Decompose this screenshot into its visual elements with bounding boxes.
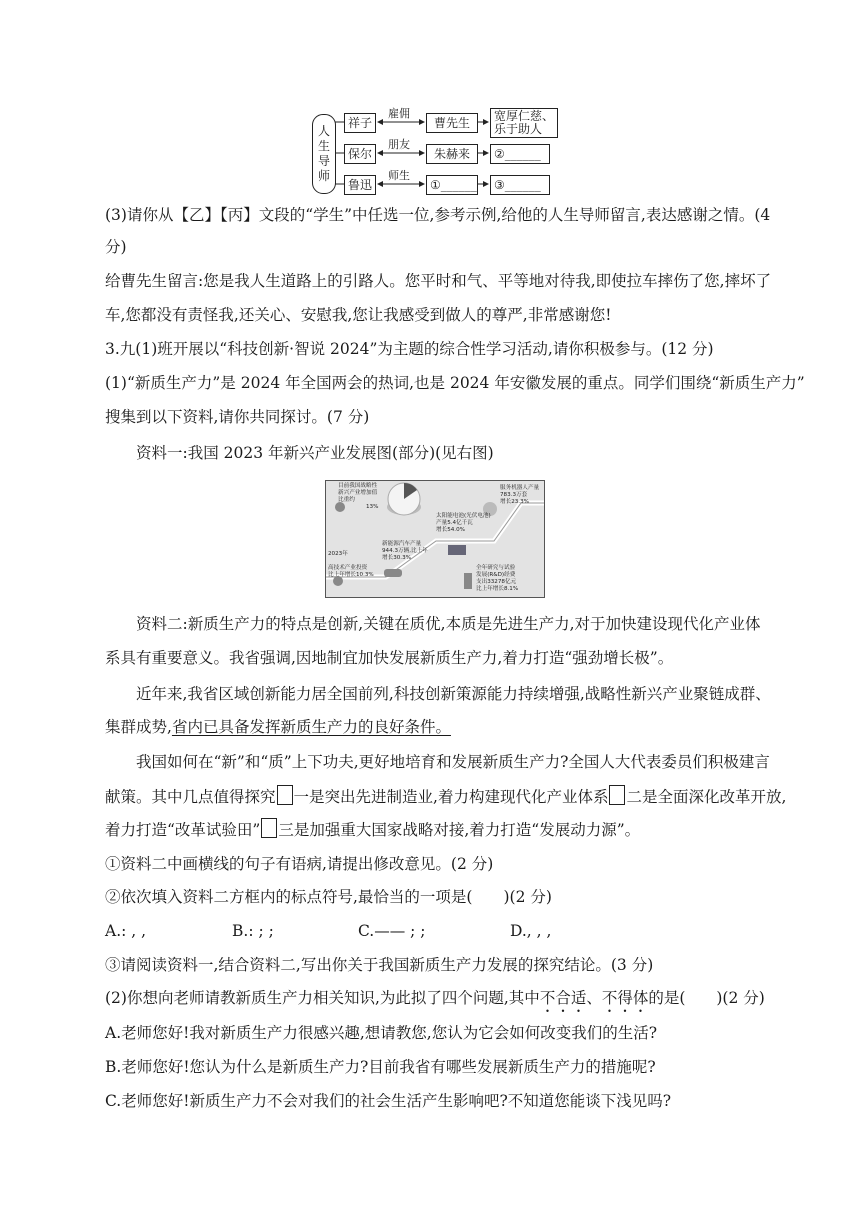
subquestion-1: ①资料二中画横线的句子有语病,请提出修改意见。(2 分) — [105, 855, 494, 873]
option-b: B.: ; ; — [232, 922, 274, 940]
nev-text: 新能源汽车产量 944.3万辆,比上年 增长30.3% — [382, 541, 428, 561]
material-1-heading: 资料一:我国 2023 年新兴产业发展图(部分)(见右图) — [136, 444, 494, 462]
service-robot-text: 服务机器人产量 783.3万套 增长23.3% — [500, 485, 540, 505]
material-2-line4: 集群成势,省内已具备发挥新质生产力的良好条件。 — [105, 718, 451, 736]
material-2-line1: 资料二:新质生产力的特点是创新,关键在质优,本质是先进生产力,对于加快建设现代化产业体 — [136, 615, 761, 633]
underlined-sentence: 省内已具备发挥新质生产力的良好条件。 — [171, 718, 451, 736]
emerging-industry-infographic — [325, 480, 545, 598]
quality-blank-3: ③______ — [490, 175, 550, 195]
relation-label: 朋友 — [388, 138, 410, 151]
life-mentor-label: 人 生 导 师 — [312, 114, 336, 194]
mentor-box: 朱赫来 — [426, 144, 478, 164]
subquestion-3: ③请阅读资料一,结合资料二,写出你关于我国新质生产力发展的探究结论。(3 分) — [105, 956, 654, 974]
question-3-line2: 分) — [105, 238, 127, 256]
choice-b: B.老师您好!您认为什么是新质生产力?目前我省有哪些发展新质生产力的措施呢? — [105, 1058, 656, 1076]
part-1-line2: 搜集到以下资料,请你共同探讨。(7 分) — [105, 408, 370, 426]
relation-label: 雇佣 — [388, 107, 410, 120]
material-2-line2: 系具有重要意义。我省强调,因地制宜加快发展新质生产力,着力打造“强劲增长极”。 — [105, 649, 674, 667]
subquestion-2: ②依次填入资料二方框内的标点符号,最恰当的一项是( )(2 分) — [105, 888, 552, 906]
part-1-line1: (1)“新质生产力”是 2024 年全国两会的热词,也是 2024 年安徽发展的重点。同学们围绕“新质生产力” — [105, 374, 805, 392]
quality-blank-2: ②______ — [490, 144, 550, 164]
part-2-question: (2)你想向老师请教新质生产力相关知识,为此拟了四个问题,其中不合适、不得体的是( )(2 分) — [105, 989, 765, 1007]
material-2-line3: 近年来,我省区域创新能力居全国前列,科技创新策源能力持续增强,战略性新兴产业聚链成群、 — [136, 685, 771, 703]
material-2-line6: 献策。其中几点值得探究 一是突出先进制造业,着力构建现代化产业体系 二是全面深化改革开放, — [105, 785, 786, 807]
quality-box: 宽厚仁慈、 乐于助人 — [490, 108, 558, 138]
example-line1: 给曹先生留言:您是我人生道路上的引路人。您平时和气、平等地对待我,即使拉车摔伤了您,摔坏了 — [105, 272, 772, 290]
car-icon — [384, 569, 402, 577]
emphasized-text: 不合适、不得体 — [539, 989, 649, 1007]
student-box: 祥子 — [344, 113, 376, 133]
year-label: 2023年 — [328, 551, 348, 557]
microscope-icon — [464, 573, 472, 589]
choice-c: C.老师您好!新质生产力不会对我们的社会生活产生影响吧?不知道您能谈下浅见吗? — [105, 1092, 672, 1110]
answer-box[interactable] — [261, 818, 277, 838]
solar-text: 太阳能电池(光伏电池) 产量5.4亿千瓦 增长54.0% — [436, 513, 491, 533]
material-2-line7: 着力打造“改革试验田” 三是加强重大国家战略对接,着力打造“发展动力源”。 — [105, 818, 640, 840]
hightech-text: 高技术产业投资 比上年增长10.3% — [328, 565, 374, 578]
option-a: A.: , , — [105, 922, 147, 940]
option-c: C.—— ; ; — [358, 922, 426, 940]
mentor-diagram — [312, 107, 555, 198]
choice-a: A.老师您好!我对新质生产力很感兴趣,想请教您,您认为它会如何改变我们的生活? — [105, 1024, 658, 1042]
material-2-line5: 我国如何在“新”和“质”上下功夫,更好地培育和发展新质生产力?全国人大代表委员们积极建言 — [136, 753, 770, 771]
option-d: D., , , — [510, 922, 552, 940]
solar-panel-icon — [448, 545, 466, 555]
strategic-industry-text: 目前我国战略性 新兴产业增加值 比重约 13% — [338, 483, 379, 510]
student-box: 鲁迅 — [344, 175, 376, 195]
task-3-heading: 3.九(1)班开展以“科技创新·智说 2024”为主题的综合性学习活动,请你积极参与。(12 分) — [105, 340, 714, 358]
example-line2: 车,您都没有责怪我,还关心、安慰我,您让我感受到做人的尊严,非常感谢您! — [105, 306, 612, 324]
answer-box[interactable] — [609, 785, 625, 805]
mentor-box: 曹先生 — [426, 113, 478, 133]
rnd-text: 全年研究与试验 发展(R&D)经费 支出33278亿元 比上年增长8.1% — [476, 565, 519, 592]
answer-box[interactable] — [277, 785, 293, 805]
student-box: 保尔 — [344, 144, 376, 164]
question-3-line1: (3)请你从【乙】【丙】文段的“学生”中任选一位,参考示例,给他的人生导师留言,表达感谢之情。(4 — [105, 206, 771, 224]
relation-label: 师生 — [388, 169, 410, 182]
mentor-blank-1: ①______ — [426, 175, 478, 195]
